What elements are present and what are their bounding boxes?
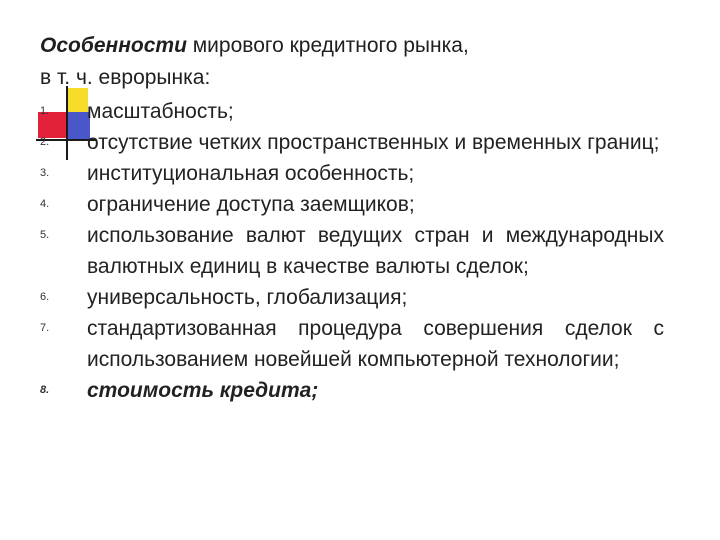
list-item-text: универсальность, глобализация; — [87, 286, 408, 309]
features-list — [40, 96, 664, 406]
list-item-number: 1. — [40, 105, 50, 117]
list-item-number: 6. — [40, 291, 50, 303]
list-item-text: ограничение доступа заемщиков; — [87, 193, 415, 216]
list-item — [40, 313, 664, 375]
list-item-number: 5. — [40, 229, 50, 241]
heading-emphasis: Особенности — [40, 34, 187, 57]
list-item — [40, 220, 664, 282]
heading-line-1 — [40, 30, 469, 62]
list-item-text: использование валют ведущих стран и международных валютных единиц в качестве валюты сделок; — [87, 224, 664, 278]
heading-rest: мирового кредитного рынка, — [186, 34, 469, 57]
list-item — [40, 375, 664, 406]
list-item-number: 3. — [40, 167, 50, 179]
list-item — [40, 158, 664, 189]
list-item — [40, 189, 664, 220]
list-item-number: 4. — [40, 198, 50, 210]
list-item-number: 8. — [40, 384, 50, 396]
heading-line-2: в т. ч. еврорынка: — [40, 66, 211, 89]
list-item-text: стоимость кредита; — [87, 379, 319, 402]
list-item-number: 7. — [40, 322, 50, 334]
slide-heading — [40, 30, 469, 94]
list-item-text: институциональная особенность; — [87, 162, 415, 185]
list-item-number: 2. — [40, 136, 50, 148]
list-item-text: масштабность; — [87, 100, 234, 123]
list-item — [40, 282, 664, 313]
list-item — [40, 96, 664, 127]
list-item-text: стандартизованная процедура совершения сделок с использованием новейшей компьютерной технологии; — [87, 317, 664, 371]
list-item-text: отсутствие четких пространственных и временных границ; — [87, 131, 660, 154]
list-item — [40, 127, 664, 158]
